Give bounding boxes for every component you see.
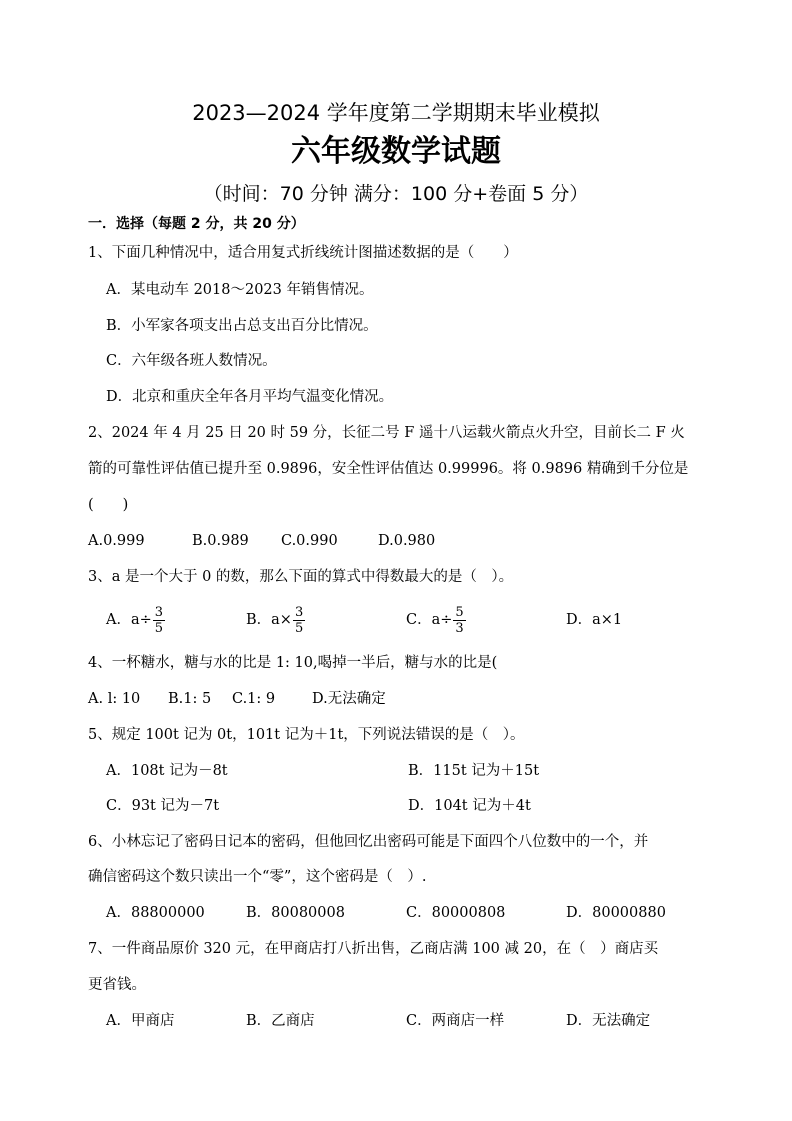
q1-option-b: B．小军家各项支出占总支出百分比情况。 <box>106 318 378 334</box>
q2-option-c: C.0.990 <box>281 533 338 549</box>
q5-option-d: D．104t 记为＋4t <box>408 798 531 814</box>
exam-time-score-info: （时间：70 分钟 满分：100 分+卷面 5 分） <box>203 183 589 205</box>
q7-stem-line1: 7、一件商品原价 320 元，在甲商店打八折出售，乙商店满 100 减 20，在（ ）商店买 <box>88 941 659 957</box>
q4-option-b: B.1: 5 <box>168 691 212 707</box>
q5-option-a: A．108t 记为－8t <box>106 763 228 779</box>
q2-stem-line2: 箭的可靠性评估值已提升至 0.9896，安全性评估值达 0.99996。将 0.9896 精确到千分位是 <box>88 461 689 477</box>
q7-option-a: A．甲商店 <box>106 1013 175 1029</box>
q6-stem-line2: 确信密码这个数只读出一个“零”，这个密码是（ ）. <box>88 869 427 885</box>
q5-option-c: C．93t 记为－7t <box>106 798 220 814</box>
q1-option-c: C．六年级各班人数情况。 <box>106 353 277 369</box>
q3-option-b-label: B．a× <box>246 612 292 628</box>
section-heading-choice: 一．选择（每题 2 分，共 20 分） <box>88 216 305 232</box>
q3-option-c-numerator: 5 <box>455 604 464 620</box>
q4-option-a: A. l: 10 <box>88 691 141 707</box>
q3-stem: 3、a 是一个大于 0 的数，那么下面的算式中得数最大的是（ ）。 <box>88 569 514 585</box>
q2-option-a: A.0.999 <box>88 533 145 549</box>
q5-stem: 5、规定 100t 记为 0t，101t 记为＋1t，下列说法错误的是（ ）。 <box>88 727 525 743</box>
q3-option-a-fraction <box>153 605 165 636</box>
exam-term-title: 2023—2024 学年度第二学期期末毕业模拟 <box>192 101 600 125</box>
q3-option-c <box>406 600 466 640</box>
q6-option-c: C．80000808 <box>406 905 506 921</box>
q3-option-a-denominator: 5 <box>154 620 164 636</box>
q3-option-b-numerator: 3 <box>294 604 304 620</box>
q3-option-c-denominator: 3 <box>455 620 464 636</box>
q7-stem-line2: 更省钱。 <box>88 977 146 993</box>
q5-option-b: B．115t 记为＋15t <box>408 763 540 779</box>
q4-option-c: C.1: 9 <box>232 691 276 707</box>
q7-option-d: D．无法确定 <box>566 1013 651 1029</box>
q6-option-b: B．80080008 <box>246 905 345 921</box>
q2-option-b: B.0.989 <box>192 533 249 549</box>
q1-option-a: A．某电动车 2018～2023 年销售情况。 <box>106 282 374 298</box>
q3-option-b-denominator: 5 <box>294 620 304 636</box>
q3-option-b-fraction <box>293 605 305 636</box>
exam-main-title: 六年级数学试题 <box>291 134 501 169</box>
q1-stem: 1、下面几种情况中，适合用复式折线统计图描述数据的是（ ） <box>88 245 518 261</box>
q6-stem-line1: 6、小林忘记了密码日记本的密码，但他回忆出密码可能是下面四个八位数中的一个，并 <box>88 834 649 850</box>
q3-option-a-label: A．a÷ <box>106 612 152 628</box>
q3-option-c-label: C．a÷ <box>406 612 453 628</box>
q2-option-d: D.0.980 <box>378 533 436 549</box>
q1-option-d: D．北京和重庆全年各月平均气温变化情况。 <box>106 389 394 405</box>
q2-stem-line1: 2、2024 年 4 月 25 日 20 时 59 分，长征二号 F 遥十八运载火箭点火升空，目前长二 F 火 <box>88 425 685 441</box>
q2-stem-line3: ( ) <box>88 497 129 513</box>
q3-option-c-fraction <box>453 605 465 636</box>
q6-option-a: A．88800000 <box>106 905 205 921</box>
q3-option-b <box>246 600 305 640</box>
q3-option-a <box>106 600 165 640</box>
q7-option-b: B．乙商店 <box>246 1013 315 1029</box>
q3-option-a-numerator: 3 <box>154 604 164 620</box>
q4-option-d: D.无法确定 <box>312 691 386 707</box>
q7-option-c: C．两商店一样 <box>406 1013 505 1029</box>
q6-option-d: D．80000880 <box>566 905 666 921</box>
q4-stem: 4、一杯糖水，糖与水的比是 1: 10,喝掉一半后，糖与水的比是( <box>88 655 498 671</box>
q3-option-d: D．a×1 <box>566 612 623 628</box>
